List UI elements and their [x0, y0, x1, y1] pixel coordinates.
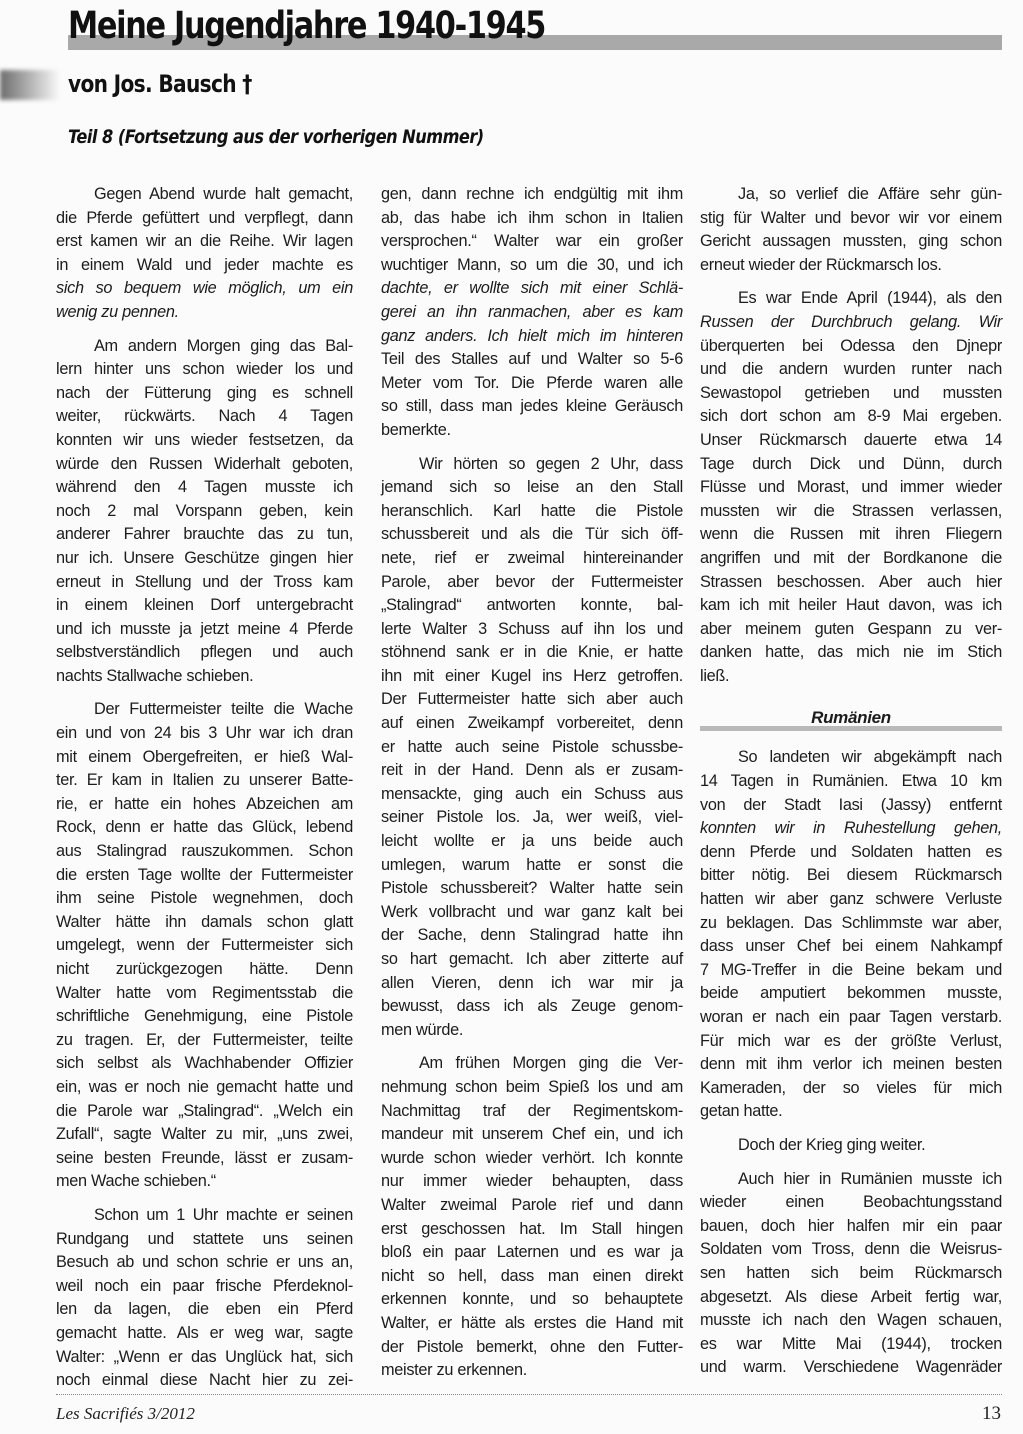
section-heading	[700, 706, 1002, 732]
paragraph	[56, 1204, 353, 1393]
page-number: 13	[982, 1403, 1001, 1424]
text-line: Meter vom Tor. Die Pferde waren alle	[381, 373, 683, 392]
text-line: Der Futtermeister hatte sich aber auch	[381, 690, 683, 709]
text-line: erneut wieder der Rückmarsch los.	[700, 255, 942, 274]
text-line: nete, rief er zweimal hintereinander	[381, 548, 683, 567]
text-line: Soldaten vom Tross, denn die Weisrus-	[700, 1240, 1002, 1259]
column-paragraphs	[700, 183, 1002, 688]
text-line: ihn mit einer Kugel ins Herz getroffen.	[381, 666, 683, 685]
text-line: lerte Walter 3 Schuss auf ihn los und	[381, 619, 683, 638]
section-paragraphs	[700, 746, 1002, 1379]
text-line: abgesetzt. Als diese Arbeit fertig war,	[700, 1287, 1002, 1306]
text-line: Doch der Krieg ging weiter.	[738, 1135, 926, 1154]
text-line: ein und von 24 bis 3 Uhr war ich dran	[56, 724, 353, 743]
column-3	[700, 183, 1002, 1390]
column-2	[381, 183, 683, 1393]
text-line: nehmung schon beim Spieß los und am	[381, 1077, 683, 1096]
column-1	[56, 183, 353, 1403]
text-line: bauen, doch hier halfen mir ein paar	[700, 1216, 1002, 1235]
text-line: so still, dass man jedes kleine Geräusch	[381, 397, 683, 416]
text-line: leicht wollte er ja uns beide auch	[381, 832, 683, 851]
text-line: Flüsse und Morast, und immer wieder	[700, 478, 1002, 497]
text-line: Nachmittag traf der Regimentskom-	[381, 1101, 683, 1120]
text-line: zu beklagen. Das Schlimmste war aber,	[700, 913, 1002, 932]
text-line: versprochen.“ Walter war ein großer	[381, 232, 683, 251]
paragraph	[381, 1052, 683, 1382]
text-line: Walter hatte vom Regimentsstab die	[56, 983, 353, 1002]
text-line: Rock, denn er hatte das Glück, lebend	[56, 818, 353, 837]
text-line: ab, das habe ich ihm schon in Italien	[381, 208, 683, 227]
text-line: Wir hörten so gegen 2 Uhr, dass	[419, 454, 683, 473]
text-line: aus Stalingrad rauszukommen. Schon	[56, 842, 353, 861]
text-line: sich so bequem wie möglich, um ein	[56, 279, 353, 298]
text-line: erst geschossen hat. Im Stall hingen	[381, 1219, 683, 1238]
text-line: dachte, er wollte sich mit einer Schlä-	[381, 279, 683, 298]
column-paragraphs	[56, 183, 353, 1393]
paragraph	[56, 335, 353, 689]
text-line: noch einmal diese Nacht hier zu zei-	[56, 1371, 353, 1390]
text-line: auf einen Zweikampf vorbereitet, denn	[381, 714, 683, 733]
text-line: Auch hier in Rumänien musste ich	[738, 1169, 1002, 1188]
text-line: es war Mitte Mai (1944), trocken	[700, 1334, 1002, 1353]
text-line: anderer Fahrer brauchte das zu tun,	[56, 525, 353, 544]
text-line: jemand sich so leise an den Stall	[381, 478, 683, 497]
text-line: stig für Walter und bevor wir vor einem	[700, 208, 1002, 227]
text-line: sich dort schon am 8-9 Mai ergeben.	[700, 407, 1002, 426]
text-line: hatten wir aber ganz schwere Verluste	[700, 890, 1002, 909]
text-line: reit in der Hand. Denn als er zusam-	[381, 761, 683, 780]
text-line: die Pferde gefüttert und verpflegt, dann	[56, 208, 353, 227]
text-line: nicht so hell, dass man einen direkt	[381, 1266, 683, 1285]
text-line: so hart gemacht. Ich aber zitterte auf	[381, 950, 683, 968]
text-line: mit einem Obergefreiten, er hieß Wal-	[56, 747, 353, 766]
text-line: Teil des Stalles auf und Walter so 5-6	[381, 350, 683, 369]
text-line: wenig zu pennen.	[56, 302, 179, 321]
text-line: len da lagen, die eben ein Pferd	[56, 1300, 353, 1319]
text-line: nachts Stallwache schieben.	[56, 666, 254, 685]
text-line: denn Pferde und Soldaten hatten es	[700, 842, 1002, 861]
text-line: Gegen Abend wurde halt gemacht,	[94, 185, 353, 203]
text-line: der Pistole bemerkt, ohne den Futter-	[381, 1337, 683, 1356]
text-line: selbstverständlich pflegen und auch	[56, 643, 353, 662]
text-line: Sewastopol getrieben und mussten	[700, 383, 1002, 402]
text-line: woran er nach ein paar Tagen verstarb.	[700, 1008, 1002, 1026]
text-line: umlegen, warum hatte er sonst die	[381, 855, 683, 874]
text-line: seiner Pistole los. Ja, wer weiß, viel-	[381, 808, 683, 827]
text-line: ließ.	[700, 666, 730, 685]
text-line: nur immer wieder behaupten, dass	[381, 1172, 683, 1191]
text-line: men würde.	[381, 1020, 464, 1039]
paragraph	[700, 1134, 1002, 1158]
paragraph	[700, 287, 1002, 688]
text-line: umgelegt, wenn der Futtermeister sich	[56, 936, 353, 955]
paragraph	[381, 453, 683, 1043]
text-line: bitter nötig. Bei diesem Rückmarsch	[700, 866, 1002, 885]
text-line: Pistole schussbereit? Walter hatte sein	[381, 879, 683, 898]
text-line: Der Futtermeister teilte die Wache	[94, 700, 353, 719]
text-line: mensackte, ging auch ein Schuss aus	[381, 784, 683, 803]
text-line: und warm. Verschiedene Wagenräder	[700, 1358, 1002, 1377]
text-line: So landeten wir abgekämpft nach	[738, 748, 1002, 767]
text-line: meister zu erkennen.	[381, 1361, 528, 1380]
paragraph	[56, 698, 353, 1193]
text-line: Gericht aussagen mussten, ging schon	[700, 232, 1002, 251]
text-line: mussten wir die Strassen verlassen,	[700, 501, 1002, 520]
text-line: Besuch ab und schon schrie er uns an,	[56, 1253, 353, 1272]
text-line: gemacht hatte. Als er weg war, sagte	[56, 1323, 353, 1342]
text-line: der Sache, denn Stalingrad hatte ihn	[381, 926, 683, 945]
text-line: er hatte auch seine Pistole schussbe-	[381, 737, 683, 756]
text-line: Kameraden, der so vieles für mich	[700, 1078, 1002, 1097]
paragraph	[700, 746, 1002, 1124]
text-line: würde den Russen Widerhalt geboten,	[56, 454, 353, 473]
text-line: men Wache schieben.“	[56, 1172, 216, 1191]
text-line: bewusst, dass ich als Zeuge genom-	[381, 997, 683, 1016]
text-line: erkennen konnte, und so behauptete	[381, 1290, 683, 1309]
text-line: gerei an ihn ranmachen, aber es kam	[381, 302, 683, 321]
text-line: wurde schon wieder verhört. Ich konnte	[381, 1148, 683, 1167]
text-line: mandeur mit unserem Chef ein, und ich	[381, 1125, 683, 1144]
publication-name: Les Sacrifiés 3/2012	[56, 1404, 195, 1423]
text-line: erneut in Stellung und der Tross kam	[56, 572, 353, 591]
text-line: danken hatte, das mich nie im Stich	[700, 643, 1002, 662]
text-line: rie, er hatte ein hohes Abzeichen am	[56, 794, 353, 813]
text-line: angriffen und mit der Bordkanone die	[700, 548, 1002, 567]
text-line: bemerkte.	[381, 420, 451, 439]
text-line: Am frühen Morgen ging die Ver-	[419, 1054, 683, 1073]
text-line: Schon um 1 Uhr machte er seinen	[94, 1205, 353, 1224]
article-subtitle: Teil 8 (Fortsetzung aus der vorherigen Nummer)	[68, 126, 484, 148]
text-line: erst kamen wir an die Reihe. Wir lagen	[56, 232, 353, 251]
text-line: kam ich mit heiler Haut davon, was ich	[700, 596, 1002, 615]
text-line: Walter: „Wenn er das Unglück hat, sich	[56, 1347, 353, 1366]
text-line: dass unser Chef bei einem Nahkampf	[700, 937, 1002, 956]
text-line: denn mit ihm verlor ich meinen besten	[700, 1055, 1002, 1074]
text-line: Tage durch Dick und Dünn, durch	[700, 454, 1002, 473]
text-line: gen, dann rechne ich endgültig mit ihm	[381, 185, 683, 203]
text-line: schussbereit und als die Tür sich öff-	[381, 525, 683, 544]
text-line: nach der Fütterung ging es schnell	[56, 383, 353, 402]
text-line: ihm seine Pistole wegnehmen, doch	[56, 889, 353, 908]
text-line: bloß ein paar Laternen und es war ja	[381, 1243, 683, 1262]
section-heading-rule	[700, 726, 1002, 731]
text-line: stöhnend sank er in die Knie, er hatte	[381, 643, 683, 662]
text-line: überquerten bei Odessa den Djnepr	[700, 336, 1002, 355]
text-line: Ja, so verlief die Affäre sehr gün-	[738, 185, 1002, 203]
text-line: die Parole war „Stalingrad“. „Welch ein	[56, 1101, 353, 1120]
text-line: konnten wir uns wieder festsetzen, da	[56, 430, 353, 449]
text-line: nur ich. Unsere Geschütze gingen hier	[56, 548, 353, 567]
text-line: Für mich war es der größte Verlust,	[700, 1031, 1002, 1050]
text-line: Rundgang und stattete uns seinen	[56, 1229, 353, 1248]
text-line: ganz anders. Ich hielt mich im hinteren	[381, 326, 683, 345]
paragraph	[381, 183, 683, 443]
text-line: 7 MG-Treffer in die Beine bekam und	[700, 960, 1002, 979]
text-line: in einem kleinen Dorf untergebracht	[56, 596, 353, 615]
text-line: Werk vollbracht und war ganz kalt bei	[381, 902, 683, 921]
text-line: konnten wir in Ruhestellung gehen,	[700, 819, 1002, 838]
scan-spine-shadow	[0, 70, 60, 100]
text-line: wuchtiger Mann, so um die 30, und ich	[381, 255, 683, 274]
text-line: ter. Er kam in Italien zu unserer Batte-	[56, 771, 353, 790]
text-line: Parole, aber bevor der Futtermeister	[381, 572, 683, 591]
text-line: sich selbst als Wachhabender Offizier	[56, 1054, 353, 1073]
text-line: seine besten Freunde, lässt er zusam-	[56, 1148, 353, 1167]
text-line: allen Vieren, denn ich war mir ja	[381, 973, 683, 992]
text-line: 14 Tagen in Rumänien. Etwa 10 km	[700, 772, 1002, 791]
text-line: Walter hätte ihn damals schon glatt	[56, 912, 353, 931]
text-line: die ersten Tage wollte der Futtermeister	[56, 865, 353, 884]
text-line: Es war Ende April (1944), als den	[738, 289, 1002, 308]
text-line: aber meinem guten Gespann zu ver-	[700, 619, 1002, 638]
text-line: sen hatten sich beim Rückmarsch	[700, 1263, 1002, 1282]
text-line: musste ich nach den Wagen schauen,	[700, 1311, 1002, 1330]
text-line: noch 2 mal Vorspann geben, kein	[56, 501, 353, 520]
text-line: getan hatte.	[700, 1102, 783, 1121]
footer-dotted-rule	[56, 1394, 1002, 1395]
text-line: schriftliche Genehmigung, eine Pistole	[56, 1007, 353, 1026]
text-line: wenn die Russen mit ihren Fliegern	[700, 525, 1002, 544]
column-paragraphs	[381, 183, 683, 1383]
text-line: von der Stadt Iasi (Jassy) entfernt	[700, 795, 1002, 814]
text-line: Walter, er hätte als erstes die Hand mit	[381, 1313, 683, 1332]
text-line: und ich musste ja jetzt meine 4 Pferde	[56, 619, 353, 638]
text-line: und die andern wurden runter nach	[700, 360, 1002, 379]
text-line: Russen der Durchbruch gelang. Wir	[700, 312, 1002, 331]
text-line: „Stalingrad“ antworten konnte, bal-	[381, 596, 683, 615]
paragraph	[56, 183, 353, 325]
text-line: weiter, rückwärts. Nach 4 Tagen	[56, 407, 353, 426]
text-line: ein, was er noch nie gemacht hatte und	[56, 1077, 353, 1096]
text-line: nicht zurückgezogen hätte. Denn	[56, 960, 353, 978]
author-byline: von Jos. Bausch †	[68, 70, 252, 98]
text-line: lern hinter uns schon wieder los und	[56, 360, 353, 379]
paragraph	[700, 1168, 1002, 1380]
text-line: weil noch ein paar frische Pferdeknol-	[56, 1276, 353, 1295]
paragraph	[700, 183, 1002, 277]
text-line: wieder einen Beobachtungsstand	[700, 1193, 1002, 1212]
section-heading-label: Rumänien	[811, 708, 891, 728]
text-line: Am andern Morgen ging das Bal-	[94, 336, 353, 355]
article-title: Meine Jugendjahre 1940-1945	[68, 4, 546, 47]
text-line: heranschlich. Karl hatte die Pistole	[381, 501, 683, 520]
text-line: zu tragen. Er, der Futtermeister, teilte	[56, 1030, 353, 1049]
text-line: Zufall“, sagte Walter zu mir, „uns zwei,	[56, 1125, 353, 1144]
text-line: während den 4 Tagen musste ich	[56, 478, 353, 497]
text-line: in einem Wald und jeder machte es	[56, 255, 353, 274]
text-line: Unser Rückmarsch dauerte etwa 14	[700, 430, 1002, 449]
text-line: beide amputiert bekommen musste,	[700, 984, 1002, 1003]
text-line: Strassen beschossen. Aber auch hier	[700, 572, 1002, 591]
text-line: Walter zweimal Parole rief und dann	[381, 1195, 683, 1214]
